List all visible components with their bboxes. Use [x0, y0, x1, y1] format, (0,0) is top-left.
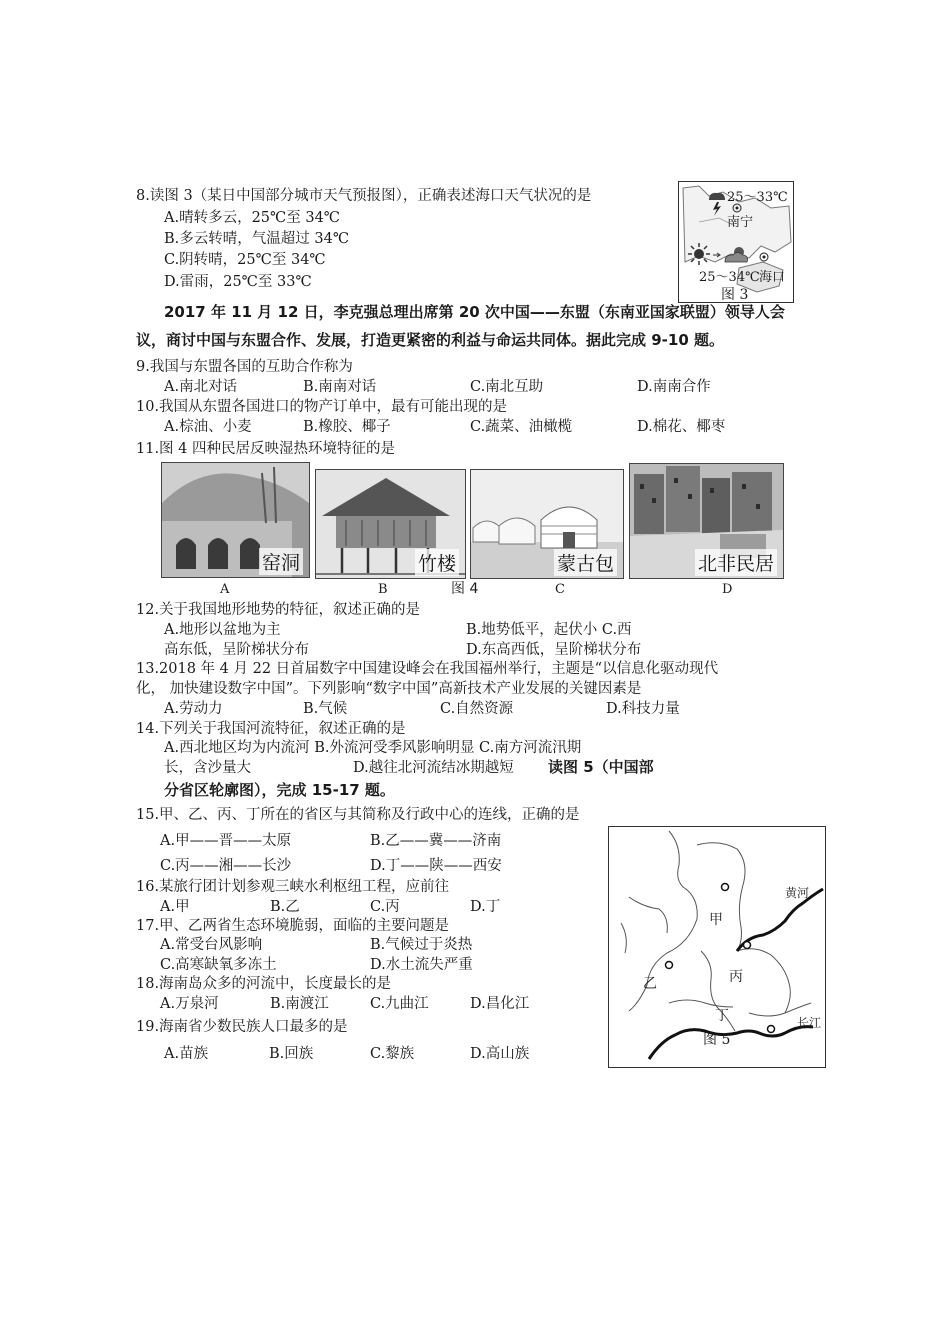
figure-5-province-map [608, 826, 826, 1068]
q17-option-d: D.水土流失严重 [370, 957, 473, 973]
q8-option-d: D.雷雨，25℃至 33℃ [164, 274, 312, 290]
province-jia-label: 甲 [709, 912, 723, 928]
q10-option-c: C.蔬菜、油橄榄 [470, 419, 573, 435]
q16-option-c: C.丙 [370, 899, 400, 915]
figure-3-weather-map [678, 181, 794, 303]
q12-option-d: D.东高西低，呈阶梯状分布 [466, 642, 642, 658]
partly-cloudy-icon [723, 244, 749, 266]
photo-bamboo-house-label: 竹楼 [415, 549, 459, 576]
q8-stem: 8.读图 3（某日中国部分城市天气预报图），正确表述海口天气状况的是 [136, 188, 592, 204]
photo-bamboo-house [315, 469, 466, 579]
q14-option-d: D.越往北河流结冰期越短 [353, 760, 514, 776]
q13-line2: 化， 加快建设数字中国”。下列影响“数字中国”高新技术产业发展的关键因素是 [136, 681, 642, 697]
q19-option-c: C.黎族 [370, 1046, 415, 1062]
q19-option-b: B.回族 [269, 1046, 314, 1062]
q19-stem: 19.海南省少数民族人口最多的是 [136, 1019, 348, 1035]
province-ding-label: 丁 [715, 1008, 729, 1024]
q15-option-c: C.丙——湘——长沙 [160, 858, 292, 874]
nanning-label: 南宁 [727, 215, 754, 230]
photo-north-africa-dwelling-label: 北非民居 [695, 549, 777, 576]
q8-option-b: B.多云转晴，气温超过 34℃ [164, 231, 350, 247]
q17-option-a: A.常受台风影响 [160, 937, 263, 953]
q18-option-d: D.昌化江 [470, 996, 530, 1012]
q9-option-b: B.南南对话 [303, 379, 377, 395]
q9-option-d: D.南南合作 [637, 379, 711, 395]
q12-option-a: A.地形以盆地为主 [164, 622, 281, 638]
thunderstorm-icon [707, 190, 727, 216]
q10-stem: 10.我国从东盟各国进口的物产订单中，最有可能出现的是 [136, 399, 508, 415]
province-yi-label: 乙 [643, 976, 657, 992]
q18-option-c: C.九曲江 [370, 996, 429, 1012]
haikou-city-marker-icon [759, 252, 769, 262]
figure-3-caption: 图 3 [721, 287, 749, 303]
q13-line1: 13.2018 年 4 月 22 日首届数字中国建设峰会在我国福州举行，主题是“以信息化驱动现代 [136, 661, 719, 677]
haikou-label: 海口 [759, 270, 786, 285]
q10-option-d: D.棉花、椰枣 [637, 419, 726, 435]
q18-option-b: B.南渡江 [270, 996, 329, 1012]
photo-yurt [470, 469, 624, 579]
q13-option-a: A.劳动力 [164, 701, 223, 717]
q11-stem: 11.图 4 四种民居反映湿热环境特征的是 [136, 441, 396, 457]
q19-option-a: A.苗族 [164, 1046, 209, 1062]
yangtze-river-label: 长江 [797, 1016, 822, 1030]
photo-letter-b: B [378, 582, 388, 597]
q15-option-a: A.甲——晋——太原 [160, 833, 292, 849]
q18-option-a: A.万泉河 [160, 996, 219, 1012]
q15-option-d: D.丁——陕——西安 [370, 858, 502, 874]
q9-option-a: A.南北对话 [164, 379, 238, 395]
q15-option-b: B.乙——冀——济南 [370, 833, 502, 849]
figure-4-caption: 图 4 [451, 581, 479, 597]
q8-option-a: A.晴转多云，25℃至 34℃ [164, 210, 341, 226]
passage-asean-line1: 2017 年 11 月 12 日，李克强总理出席第 20 次中国——东盟（东南亚国家联盟）领导人会 [164, 303, 785, 321]
passage-fig5-part1: 读图 5（中国部 [548, 758, 654, 776]
q12-stem: 12.关于我国地形地势的特征，叙述正确的是 [136, 602, 421, 618]
province-bing-label: 丙 [729, 969, 743, 985]
q9-option-c: C.南北互助 [470, 379, 544, 395]
q10-option-b: B.橡胶、椰子 [303, 419, 391, 435]
q16-option-a: A.甲 [160, 899, 190, 915]
nanning-temperature: 25～33℃ [727, 190, 788, 205]
q16-option-d: D.丁 [470, 899, 501, 915]
haikou-temperature: 25～34℃ [699, 270, 760, 285]
photo-letter-c: C [555, 582, 565, 597]
q13-option-d: D.科技力量 [606, 701, 680, 717]
photo-yurt-label: 蒙古包 [554, 549, 617, 576]
photo-north-africa-dwelling [629, 463, 784, 579]
sunny-icon [687, 242, 711, 266]
photo-letter-a: A [220, 582, 230, 597]
q17-option-c: C.高寒缺氧多冻土 [160, 957, 277, 973]
q14-stem: 14.下列关于我国河流特征，叙述正确的是 [136, 721, 406, 737]
q9-stem: 9.我国与东盟各国的互助合作称为 [136, 359, 353, 375]
q14-options-line: A.西北地区均为内流河 B.外流河受季风影响明显 C.南方河流汛期 [164, 740, 582, 756]
photo-letter-d: D [722, 582, 733, 597]
q12-option-c-cont: 高东低，呈阶梯状分布 [164, 642, 309, 658]
q17-stem: 17.甲、乙两省生态环境脆弱，面临的主要问题是 [136, 918, 450, 934]
passage-fig5-part2: 分省区轮廓图），完成 15-17 题。 [164, 781, 395, 799]
photo-cave-dwelling-label: 窑洞 [259, 548, 303, 575]
q13-option-b: B.气候 [303, 701, 348, 717]
q18-stem: 18.海南岛众多的河流中，长度最长的是 [136, 976, 392, 992]
figure-5-caption: 图 5 [703, 1032, 731, 1048]
yellow-river-label: 黄河 [785, 886, 810, 900]
q15-stem: 15.甲、乙、丙、丁所在的省区与其简称及行政中心的连线，正确的是 [136, 807, 580, 823]
q10-option-a: A.棕油、小麦 [164, 419, 252, 435]
q8-option-c: C.阴转晴，25℃至 34℃ [164, 252, 326, 268]
q17-option-b: B.气候过于炎热 [370, 937, 473, 953]
q12-option-b-c: B.地势低平，起伏小 C.西 [466, 622, 632, 638]
q19-option-d: D.高山族 [470, 1046, 530, 1062]
q16-stem: 16.某旅行团计划参观三峡水利枢纽工程，应前往 [136, 879, 450, 895]
photo-cave-dwelling [161, 462, 310, 578]
q14-option-c-cont: 长，含沙量大 [164, 760, 251, 776]
q13-option-c: C.自然资源 [440, 701, 514, 717]
q16-option-b: B.乙 [270, 899, 300, 915]
arrow-icon [713, 252, 721, 258]
passage-asean-line2: 议，商讨中国与东盟合作、发展，打造更紧密的利益与命运共同体。据此完成 9-10 题。 [136, 331, 724, 349]
